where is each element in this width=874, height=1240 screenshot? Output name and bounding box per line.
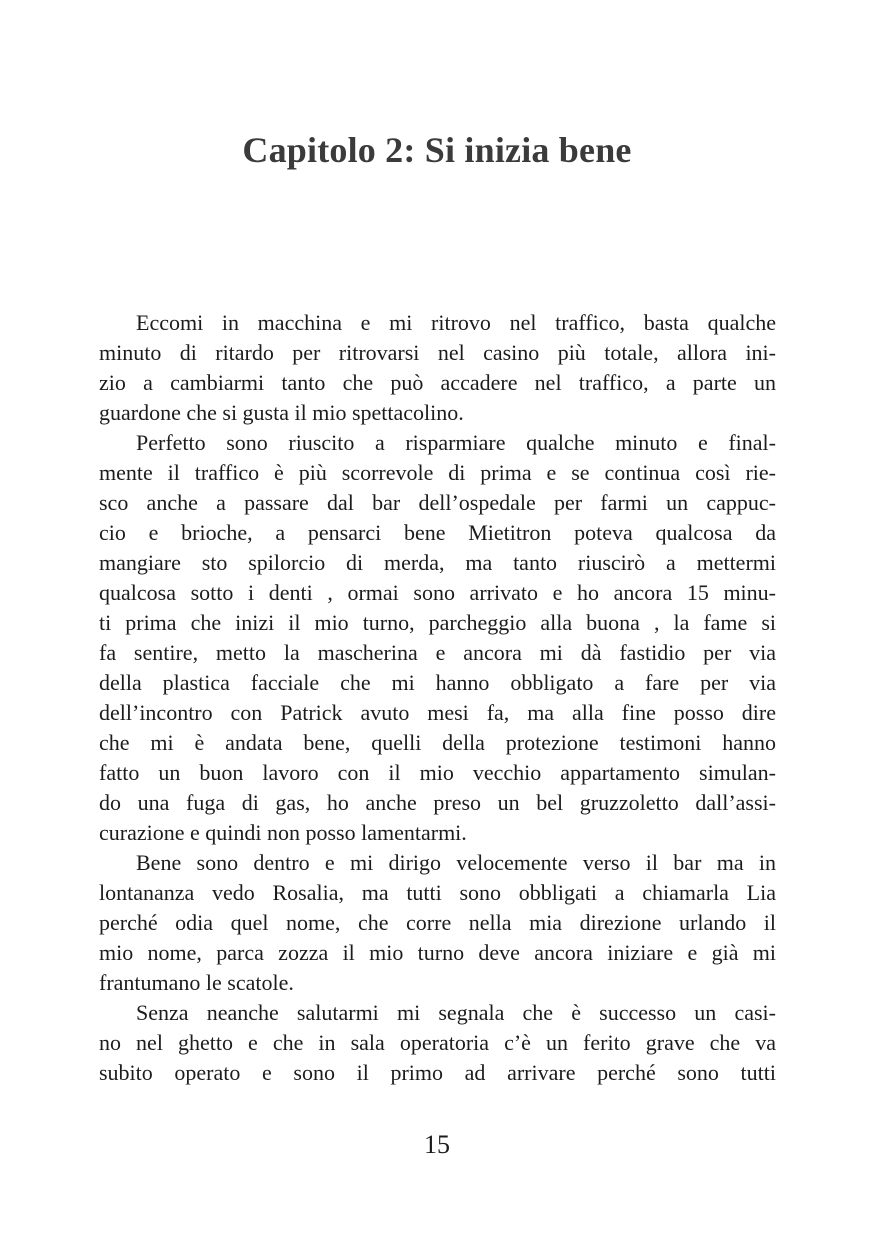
text-line: lontananza vedo Rosalia, ma tutti sono obbligati a chiamarla Lia bbox=[99, 880, 776, 905]
text-line: do una fuga di gas, ho anche preso un bel gruzzoletto dall’assi- bbox=[99, 790, 776, 815]
text-line: sco anche a passare dal bar dell’ospedale per farmi un cappuc- bbox=[99, 490, 776, 515]
text-line: dell’incontro con Patrick avuto mesi fa, ma alla fine posso dire bbox=[99, 700, 776, 725]
paragraph bbox=[99, 428, 776, 848]
text-line: fa sentire, metto la mascherina e ancora mi dà fastidio per via bbox=[99, 640, 776, 665]
text-line: fatto un buon lavoro con il mio vecchio appartamento simulan- bbox=[99, 760, 776, 785]
text-line: qualcosa sotto i denti , ormai sono arrivato e ho ancora 15 minu- bbox=[99, 580, 776, 605]
text-line: Perfetto sono riuscito a risparmiare qualche minuto e final- bbox=[136, 430, 776, 455]
text-line: subito operato e sono il primo ad arrivare perché sono tutti bbox=[99, 1060, 776, 1085]
text-line: perché odia quel nome, che corre nella mia direzione urlando il bbox=[99, 910, 776, 935]
text-line: guardone che si gusta il mio spettacolino. bbox=[99, 400, 464, 425]
chapter-title: Capitolo 2: Si inizia bene bbox=[242, 130, 632, 170]
text-line: Eccomi in macchina e mi ritrovo nel traffico, basta qualche bbox=[136, 310, 776, 335]
text-line: minuto di ritardo per ritrovarsi nel casino più totale, allora ini- bbox=[99, 340, 776, 365]
text-line: zio a cambiarmi tanto che può accadere nel traffico, a parte un bbox=[99, 370, 776, 395]
page-number: 15 bbox=[424, 1130, 450, 1159]
text-line: che mi è andata bene, quelli della protezione testimoni hanno bbox=[99, 730, 776, 755]
text-line: mente il traffico è più scorrevole di prima e se continua così rie- bbox=[99, 460, 776, 485]
text-line: frantumano le scatole. bbox=[99, 970, 294, 995]
text-line: Senza neanche salutarmi mi segnala che è successo un casi- bbox=[136, 1000, 776, 1025]
text-line: no nel ghetto e che in sala operatoria c’è un ferito grave che va bbox=[99, 1030, 776, 1055]
text-line: cio e brioche, a pensarci bene Mietitron poteva qualcosa da bbox=[99, 520, 776, 545]
paragraph bbox=[99, 998, 776, 1088]
text-line: mangiare sto spilorcio di merda, ma tanto riuscirò a mettermi bbox=[99, 550, 776, 575]
text-line: Bene sono dentro e mi dirigo velocemente verso il bar ma in bbox=[136, 850, 776, 875]
text-line: della plastica facciale che mi hanno obbligato a fare per via bbox=[99, 670, 776, 695]
text-line: curazione e quindi non posso lamentarmi. bbox=[99, 820, 467, 845]
text-line: ti prima che inizi il mio turno, parcheggio alla buona , la fame si bbox=[99, 610, 776, 635]
text-block bbox=[99, 308, 776, 1088]
text-line: mio nome, parca zozza il mio turno deve ancora iniziare e già mi bbox=[99, 940, 776, 965]
paragraph bbox=[99, 848, 776, 998]
paragraph bbox=[99, 308, 776, 428]
